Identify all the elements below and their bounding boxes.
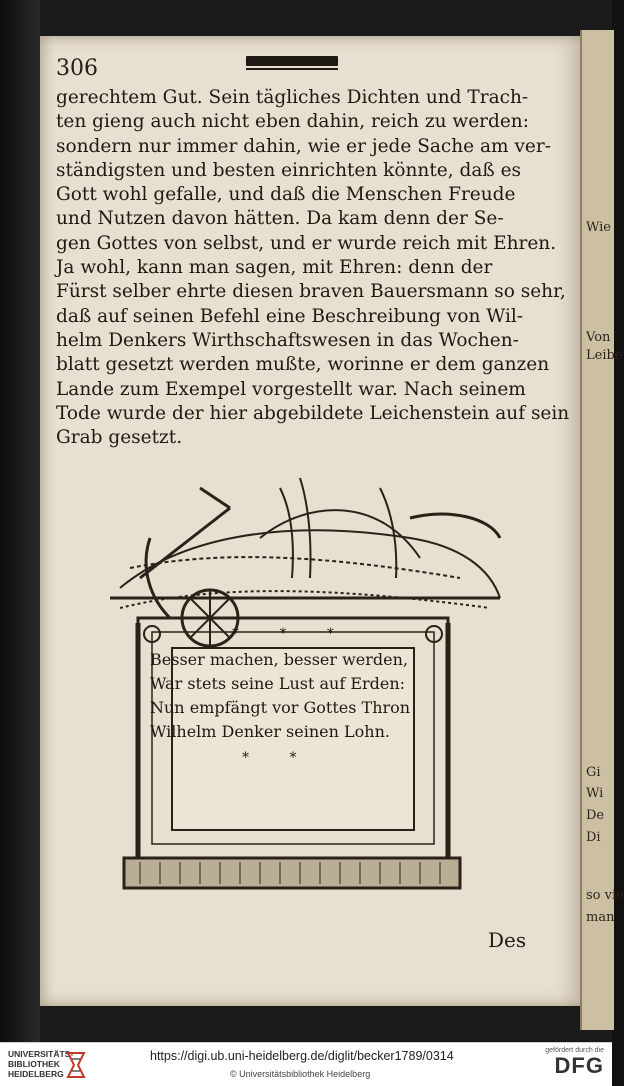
text-line: Tode wurde der hier abgebildete Leichenstein auf sein [56,402,570,424]
facing-fragment: man [586,910,615,925]
library-name-line: BIBLIOTHEK [8,1059,60,1069]
facing-fragment: Leibe [586,348,623,363]
text-line: Fürst selber ehrte diesen braven Bauersmann so sehr, [56,281,566,303]
viewer-footer [0,1042,612,1086]
text-line: daß auf seinen Befehl eine Beschreibung von Wil- [56,305,524,327]
catchword: Des [488,928,527,952]
page-number: 306 [56,56,98,81]
epitaph-line: War stets seine Lust auf Erden: [150,674,406,693]
text-line: blatt gesetzt werden mußte, worinne er dem ganzen [56,354,550,376]
funder-note: gefördert durch die [545,1047,604,1054]
stone-base [124,858,460,888]
copyright-notice: © Universitätsbibliothek Heidelberg [230,1069,371,1079]
text-line: gen Gottes von selbst, und er wurde reich mit Ehren. [56,232,557,254]
facing-fragment: so vie [586,888,624,903]
funder-logo[interactable] [540,1047,604,1078]
facing-fragment: De [586,808,605,823]
dfg-logo-text: DFG [554,1053,604,1078]
text-line: Lande zum Exempel vorgestellt war. Nach seinem [56,378,526,400]
header-rule [246,56,338,66]
facing-page-edge [580,30,624,1030]
body-text [56,86,570,450]
facing-fragment: Wie [586,220,611,235]
text-line: ten gieng auch nicht eben dahin, reich zu werden: [56,111,529,133]
text-line: Grab gesetzt. [56,427,183,449]
text-line: sondern nur immer dahin, wie er jede Sache am ver- [56,135,551,157]
text-line: helm Denkers Wirthschaftswesen in das Wochen- [56,329,519,351]
text-line: ständigsten und besten einrichten könnte, daß es [56,159,522,181]
text-line: gerechtem Gut. Sein tägliches Dichten und Trach- [56,87,529,108]
facing-fragment: Gi [586,765,601,780]
text-line: und Nutzen davon hätten. Da kam denn der Se- [56,208,504,230]
tools-bundle [110,478,500,646]
facing-fragment: Wi [586,786,604,801]
library-name-line: UNIVERSITÄTS- [8,1049,74,1059]
epitaph-line: Wilhelm Denker seinen Lohn. [150,722,390,741]
epitaph-stars-top: * * * [232,626,352,642]
facing-fragment: Di [586,830,601,845]
facing-fragment: Von [586,330,611,345]
epitaph-verses [150,648,450,744]
epitaph-line: Nun empfängt vor Gottes Thron [150,698,411,717]
text-line: Ja wohl, kann man sagen, mit Ehren: denn der [56,257,493,279]
text-line: Gott wohl gefalle, und daß die Menschen Freude [56,184,516,206]
epitaph-line: Besser machen, besser werden, [150,650,409,669]
epitaph-stars-bottom: * * [242,750,315,766]
library-seal-icon [64,1049,88,1081]
permalink-url[interactable]: https://digi.ub.uni-heidelberg.de/diglit/becker1789/0314 [150,1049,454,1063]
library-logo[interactable] [8,1049,88,1081]
book-binding [0,0,40,1042]
library-name-line: HEIDELBERG [8,1069,64,1079]
